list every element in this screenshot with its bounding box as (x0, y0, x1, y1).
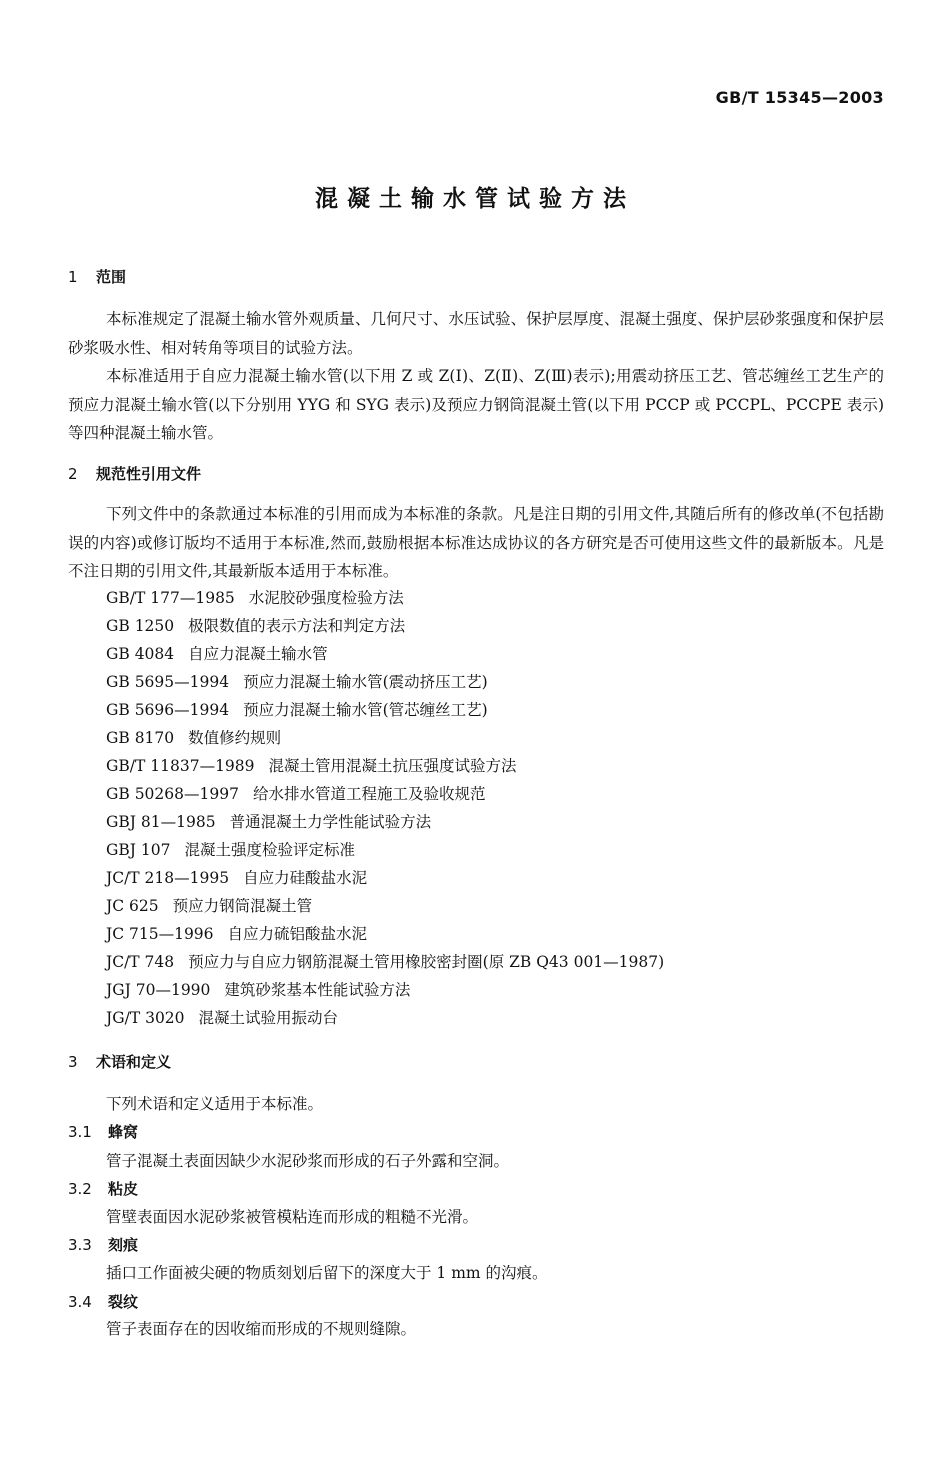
standard-code: GB/T 15345—2003 (715, 88, 884, 107)
term-name: 粘皮 (108, 1180, 139, 1198)
reference-title: 水泥胶砂强度检验方法 (248, 589, 404, 607)
section-title: 规范性引用文件 (96, 465, 202, 483)
reference-item (106, 892, 664, 920)
reference-item (106, 836, 664, 864)
document-title: 混凝土输水管试验方法 (315, 186, 635, 212)
terms-intro: 下列术语和定义适用于本标准。 (106, 1095, 324, 1113)
reference-code: JC 715—1996 (106, 925, 214, 943)
reference-title: 数值修约规则 (188, 729, 282, 747)
reference-code: GB 50268—1997 (106, 785, 239, 803)
term-definition: 插口工作面被尖硬的物质刻划后留下的深度大于 1 mm 的沟痕。 (106, 1264, 548, 1282)
reference-item (106, 920, 664, 948)
reference-title: 预应力钢筒混凝土管 (172, 897, 313, 915)
reference-list (106, 584, 664, 1032)
reference-code: JC 625 (106, 897, 159, 915)
reference-item (106, 948, 664, 976)
reference-title: 混凝土管用混凝土抗压强度试验方法 (268, 757, 517, 775)
reference-title: 预应力与自应力钢筋混凝土管用橡胶密封圈(原 ZB Q43 001—1987) (188, 953, 665, 971)
term-heading (68, 1121, 138, 1142)
section-references-intro (68, 500, 884, 586)
term-definition: 管子混凝土表面因缺少水泥砂浆而形成的石子外露和空洞。 (106, 1152, 510, 1170)
reference-title: 自应力混凝土输水管 (188, 645, 328, 663)
section-number: 3 (68, 1053, 78, 1071)
term-heading (68, 1234, 138, 1255)
reference-item (106, 864, 664, 892)
section-heading-normative-references (68, 463, 201, 484)
reference-code: GB/T 177—1985 (106, 589, 235, 607)
reference-code: GB 4084 (106, 645, 175, 663)
term-heading (68, 1178, 138, 1199)
reference-item (106, 640, 664, 668)
reference-code: JC/T 748 (106, 953, 175, 971)
reference-item (106, 1004, 664, 1032)
section-title: 术语和定义 (96, 1053, 172, 1071)
reference-title: 极限数值的表示方法和判定方法 (188, 617, 406, 635)
reference-code: GB 8170 (106, 729, 175, 747)
term-number: 3.4 (68, 1293, 92, 1311)
reference-title: 预应力混凝土输水管(震动挤压工艺) (243, 673, 488, 691)
section-number: 1 (68, 268, 78, 286)
reference-item (106, 668, 664, 696)
term-number: 3.1 (68, 1123, 92, 1141)
term-definition: 管壁表面因水泥砂浆被管模粘连而形成的粗糙不光滑。 (106, 1208, 479, 1226)
section-title: 范围 (96, 268, 127, 286)
term-name: 刻痕 (108, 1236, 139, 1254)
reference-title: 建筑砂浆基本性能试验方法 (224, 981, 411, 999)
reference-title: 预应力混凝土输水管(管芯缠丝工艺) (243, 701, 488, 719)
reference-title: 混凝土强度检验评定标准 (184, 841, 356, 859)
section-heading-scope (68, 266, 126, 287)
paragraph: 本标准适用于自应力混凝土输水管(以下用 Z 或 Z(Ⅰ)、Z(Ⅱ)、Z(Ⅲ)表示);用震动挤压工艺、管芯缠丝工艺生产的预应力混凝土输水管(以下分别用 YYG 和 SYG 表示)及预应力钢筒混凝土管(以下用 PCCP 或 PCCPL、PCCPE 表示)等四种混凝土输水管。 (68, 367, 884, 442)
reference-item (106, 696, 664, 724)
reference-item (106, 780, 664, 808)
reference-code: GB 1250 (106, 617, 175, 635)
reference-title: 自应力硅酸盐水泥 (243, 869, 368, 887)
reference-item (106, 612, 664, 640)
reference-code: JG/T 3020 (106, 1009, 185, 1027)
section-scope-body (68, 305, 884, 448)
reference-code: GB 5696—1994 (106, 701, 230, 719)
term-name: 裂纹 (108, 1293, 139, 1311)
reference-code: GB 5695—1994 (106, 673, 230, 691)
reference-code: GBJ 107 (106, 841, 171, 859)
term-definition: 管子表面存在的因收缩而形成的不规则缝隙。 (106, 1320, 417, 1338)
reference-title: 普通混凝土力学性能试验方法 (229, 813, 432, 831)
reference-item (106, 584, 664, 612)
reference-item (106, 976, 664, 1004)
reference-item (106, 808, 664, 836)
reference-code: JC/T 218—1995 (106, 869, 230, 887)
reference-title: 给水排水管道工程施工及验收规范 (252, 785, 486, 803)
paragraph: 本标准规定了混凝土输水管外观质量、几何尺寸、水压试验、保护层厚度、混凝土强度、保护层砂浆强度和保护层砂浆吸水性、相对转角等项目的试验方法。 (68, 310, 884, 357)
section-heading-terms (68, 1051, 171, 1072)
reference-code: GB/T 11837—1989 (106, 757, 255, 775)
term-heading (68, 1291, 138, 1312)
term-name: 蜂窝 (108, 1123, 139, 1141)
paragraph: 下列文件中的条款通过本标准的引用而成为本标准的条款。凡是注日期的引用文件,其随后所有的修改单(不包括勘误的内容)或修订版均不适用于本标准,然而,鼓励根据本标准达成协议的各方研究是否可使用这些文件的最新版本。凡是不注日期的引用文件,其最新版本适用于本标准。 (68, 505, 884, 580)
reference-title: 自应力硫铝酸盐水泥 (227, 925, 368, 943)
term-number: 3.3 (68, 1236, 92, 1254)
reference-item (106, 724, 664, 752)
reference-code: GBJ 81—1985 (106, 813, 216, 831)
reference-title: 混凝土试验用振动台 (198, 1009, 339, 1027)
reference-item (106, 752, 664, 780)
section-number: 2 (68, 465, 78, 483)
reference-code: JGJ 70—1990 (106, 981, 211, 999)
term-number: 3.2 (68, 1180, 92, 1198)
